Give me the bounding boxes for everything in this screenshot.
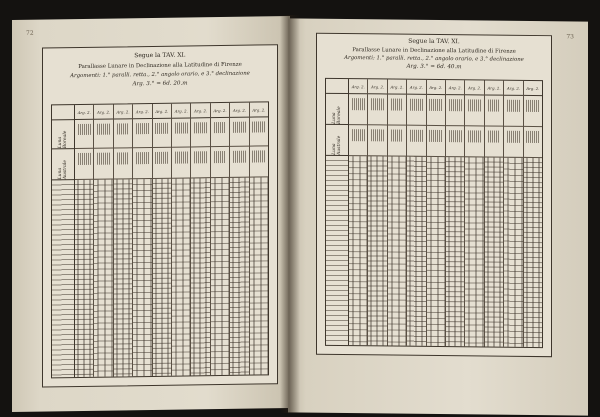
- column-values: [211, 178, 229, 375]
- table-column: [524, 81, 542, 347]
- australe-cell: [465, 126, 483, 157]
- table-column: [230, 103, 249, 375]
- column-values: [465, 157, 483, 346]
- column-header: Arg. 2.: [504, 81, 522, 96]
- column-header: Arg. 2.: [211, 103, 229, 118]
- boreale-cell: [368, 94, 386, 125]
- row-label-column: [52, 105, 75, 377]
- table-plate: [42, 44, 278, 387]
- plate-argument-value: Arg. 3.° = 6d. 40.m: [406, 64, 462, 71]
- row-label-column: [326, 79, 349, 345]
- boreale-cell: [504, 96, 522, 127]
- boreale-cell: [407, 95, 425, 126]
- table-column: [153, 104, 172, 376]
- column-header: Arg. 2.: [75, 105, 93, 120]
- plate-header: [43, 51, 277, 89]
- column-header: Arg. 2.: [349, 79, 367, 94]
- table-column: [388, 79, 407, 345]
- australe-cell: [446, 126, 464, 157]
- boreale-cell: [114, 119, 132, 148]
- table-plate: [316, 33, 552, 357]
- column-values: [133, 179, 151, 376]
- table-column: [133, 104, 152, 376]
- table-column: [250, 102, 268, 374]
- column-values: [172, 178, 190, 375]
- australe-cell: [114, 148, 132, 179]
- australe-cell: [485, 126, 503, 157]
- plate-title: Segue la TAV. XI.: [134, 51, 186, 60]
- row-label: Luna Australe: [326, 125, 348, 156]
- boreale-cell: [191, 118, 209, 147]
- row-label: Luna Australe: [52, 149, 74, 180]
- row-label: Luna Boreale: [52, 120, 74, 149]
- column-values: [388, 156, 406, 345]
- column-header: Arg. 2.: [465, 80, 483, 95]
- column-values: [114, 179, 132, 376]
- column-header: Arg. 2.: [191, 103, 209, 118]
- australe-cell: [94, 149, 112, 180]
- boreale-cell: [427, 95, 445, 126]
- australe-cell: [75, 149, 93, 180]
- table-column: [172, 103, 191, 375]
- australe-cell: [349, 125, 367, 156]
- boreale-cell: [75, 120, 93, 149]
- column-header: Arg. 2.: [368, 79, 386, 94]
- boreale-cell: [524, 96, 542, 127]
- boreale-cell: [349, 94, 367, 125]
- boreale-cell: [388, 94, 406, 125]
- table-column: [211, 103, 230, 375]
- boreale-cell: [133, 119, 151, 148]
- row-label: Luna Boreale: [326, 94, 348, 125]
- corner-cell: [52, 105, 74, 120]
- column-values: [94, 180, 112, 377]
- plate-header: [317, 38, 551, 72]
- column-values: [427, 157, 445, 346]
- table-column: [75, 105, 94, 377]
- table-column: [114, 104, 133, 376]
- row-label-body: [52, 180, 74, 377]
- plate-arguments: Argomenti: 1.° paralli. retta., 2.° angolo orario, e 3.° declinazione: [70, 70, 250, 79]
- australe-cell: [133, 148, 151, 179]
- boreale-cell: [250, 117, 268, 146]
- data-table: [325, 78, 543, 348]
- plate-subtitle: Parallasse Lunare in Declinazione alla Latitudine di Firenze: [78, 61, 242, 70]
- left-page: [12, 16, 290, 412]
- column-header: Arg. 2.: [172, 103, 190, 118]
- australe-cell: [230, 147, 248, 178]
- column-values: [191, 178, 209, 375]
- boreale-cell: [211, 118, 229, 147]
- column-header: Arg. 2.: [427, 80, 445, 95]
- column-values: [407, 157, 425, 346]
- column-values: [153, 179, 171, 376]
- column-header: Arg. 2.: [153, 104, 171, 119]
- australe-cell: [388, 125, 406, 156]
- column-values: [250, 177, 268, 374]
- boreale-cell: [172, 118, 190, 147]
- column-header: Arg. 2.: [94, 105, 112, 120]
- boreale-cell: [446, 95, 464, 126]
- boreale-cell: [465, 95, 483, 126]
- australe-cell: [211, 147, 229, 178]
- table-column: [407, 80, 426, 346]
- plate-arguments: Argomenti: 1.° paralli. retta., 2.° angolo orario, e 3.° declinazione: [344, 54, 524, 63]
- page-number: 72: [26, 29, 34, 37]
- column-header: Arg. 2.: [133, 104, 151, 119]
- column-header: Arg. 2.: [485, 80, 503, 95]
- australe-cell: [368, 125, 386, 156]
- column-values: [349, 156, 367, 345]
- column-header: Arg. 2.: [388, 79, 406, 94]
- australe-cell: [504, 127, 522, 158]
- column-values: [368, 156, 386, 345]
- column-values: [230, 178, 248, 375]
- table-column: [465, 80, 484, 346]
- column-values: [485, 157, 503, 346]
- australe-cell: [427, 126, 445, 157]
- column-values: [504, 158, 522, 347]
- table-column: [485, 80, 504, 346]
- australe-cell: [153, 148, 171, 179]
- data-table: [51, 101, 269, 378]
- table-column: [504, 81, 523, 347]
- column-header: Arg. 2.: [446, 80, 464, 95]
- australe-cell: [407, 126, 425, 157]
- column-header: Arg. 2.: [407, 80, 425, 95]
- boreale-cell: [153, 119, 171, 148]
- plate-subtitle: Parallasse Lunare in Declinazione alla Latitudine di Firenze: [352, 46, 516, 55]
- corner-cell: [326, 79, 348, 94]
- row-label-body: [326, 156, 348, 345]
- table-column: [427, 80, 446, 346]
- boreale-cell: [230, 118, 248, 147]
- table-column: [446, 80, 465, 346]
- column-header: Arg. 2.: [114, 104, 132, 119]
- australe-cell: [191, 147, 209, 178]
- column-values: [524, 158, 542, 347]
- australe-cell: [172, 147, 190, 178]
- right-page: [288, 18, 588, 415]
- table-column: [94, 105, 113, 377]
- column-values: [75, 180, 93, 377]
- plate-argument-value: Arg. 3.° = 6d. 20.m: [132, 80, 188, 88]
- australe-cell: [524, 127, 542, 158]
- plate-title: Segue la TAV. XI.: [408, 37, 460, 46]
- boreale-cell: [94, 120, 112, 149]
- column-header: Arg. 2.: [250, 102, 268, 117]
- page-number: 73: [566, 33, 574, 41]
- column-header: Arg. 2.: [230, 103, 248, 118]
- table-column: [349, 79, 368, 345]
- table-column: [368, 79, 387, 345]
- column-header: Arg. 2.: [524, 81, 542, 96]
- table-column: [191, 103, 210, 375]
- column-values: [446, 157, 464, 346]
- australe-cell: [250, 146, 268, 177]
- boreale-cell: [485, 95, 503, 126]
- book-gutter: [280, 15, 300, 413]
